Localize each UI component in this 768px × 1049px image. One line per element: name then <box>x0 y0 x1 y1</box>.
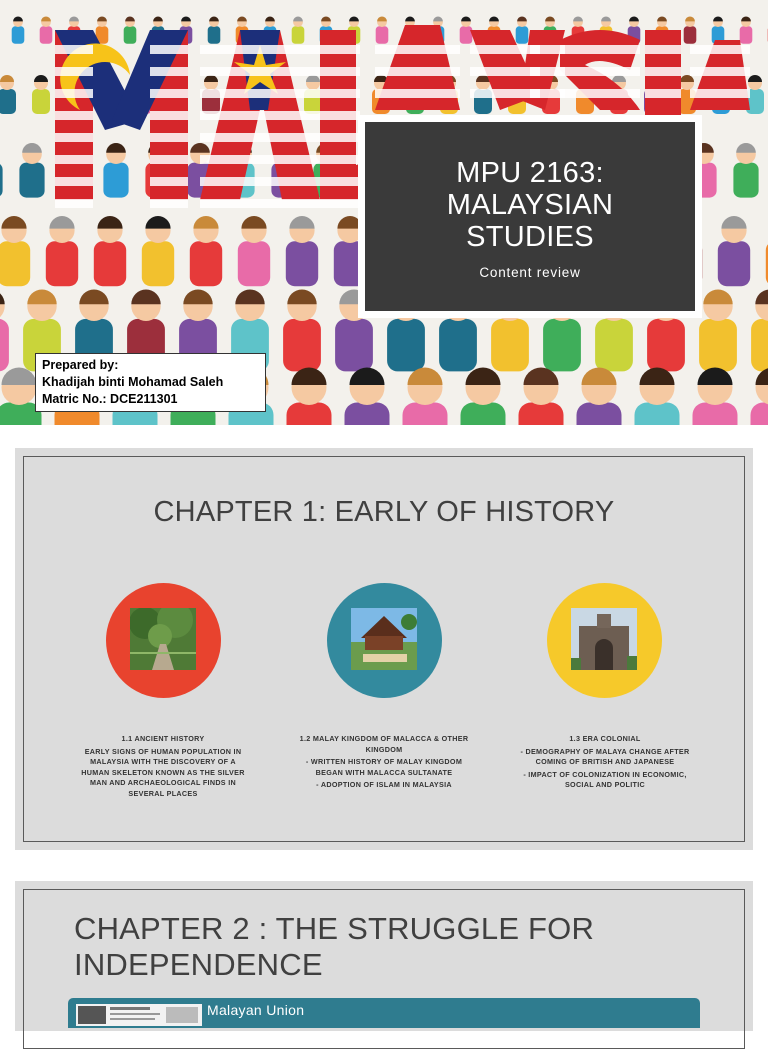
column-item: - DEMOGRAPHY OF MALAYA CHANGE AFTER COMING OF BRITISH AND JAPANESE <box>517 747 693 768</box>
forest-path-image <box>130 608 196 670</box>
slide-title: MPU 2163: MALAYSIAN STUDIES <box>447 157 614 253</box>
chapter-2-title: CHAPTER 2 : THE STRUGGLE FOR INDEPENDENCE <box>74 911 634 983</box>
chapter-1-title: CHAPTER 1: EARLY OF HISTORY <box>0 496 768 529</box>
title-slide <box>0 0 768 425</box>
ancient-history-circle <box>106 583 221 698</box>
title-box <box>358 115 702 318</box>
prepared-by-label: Prepared by: <box>42 357 259 374</box>
malacca-palace-image <box>351 608 417 670</box>
newspaper-clipping-image <box>76 1004 202 1026</box>
column-heading: 1.3 ERA COLONIAL <box>517 734 693 745</box>
column-item: - WRITTEN HISTORY OF MALAY KINGDOM BEGAN WITH MALACCA SULTANATE <box>296 757 472 778</box>
column-item: - IMPACT OF COLONIZATION IN ECONOMIC, SOCIAL AND POLITIC <box>517 770 693 791</box>
author-box <box>35 353 266 412</box>
column-ancient-history <box>75 734 251 801</box>
title-panel <box>365 122 695 311</box>
column-heading: 1.1 ANCIENT HISTORY <box>75 734 251 745</box>
matric-number: Matric No.: DCE211301 <box>42 391 259 408</box>
author-name: Khadijah binti Mohamad Saleh <box>42 374 259 391</box>
column-item: - ADOPTION OF ISLAM IN MALAYSIA <box>296 780 472 791</box>
column-item: EARLY SIGNS OF HUMAN POPULATION IN MALAYSIA WITH THE DISCOVERY OF A HUMAN SKELETON KNOWN AS THE SILVER MAN AND ARCHAEOLOGICAL FINDS IN SEVERAL PLACES <box>75 747 251 800</box>
column-heading: 1.2 MALAY KINGDOM OF MALACCA & OTHER KINGDOM <box>296 734 472 755</box>
colonial-era-circle <box>547 583 662 698</box>
malacca-kingdom-circle <box>327 583 442 698</box>
column-malacca-kingdom <box>296 734 472 793</box>
a-famosa-image <box>571 608 637 670</box>
malayan-union-label: Malayan Union <box>207 1002 304 1018</box>
column-colonial-era <box>517 734 693 793</box>
slide-subtitle: Content review <box>479 265 580 280</box>
